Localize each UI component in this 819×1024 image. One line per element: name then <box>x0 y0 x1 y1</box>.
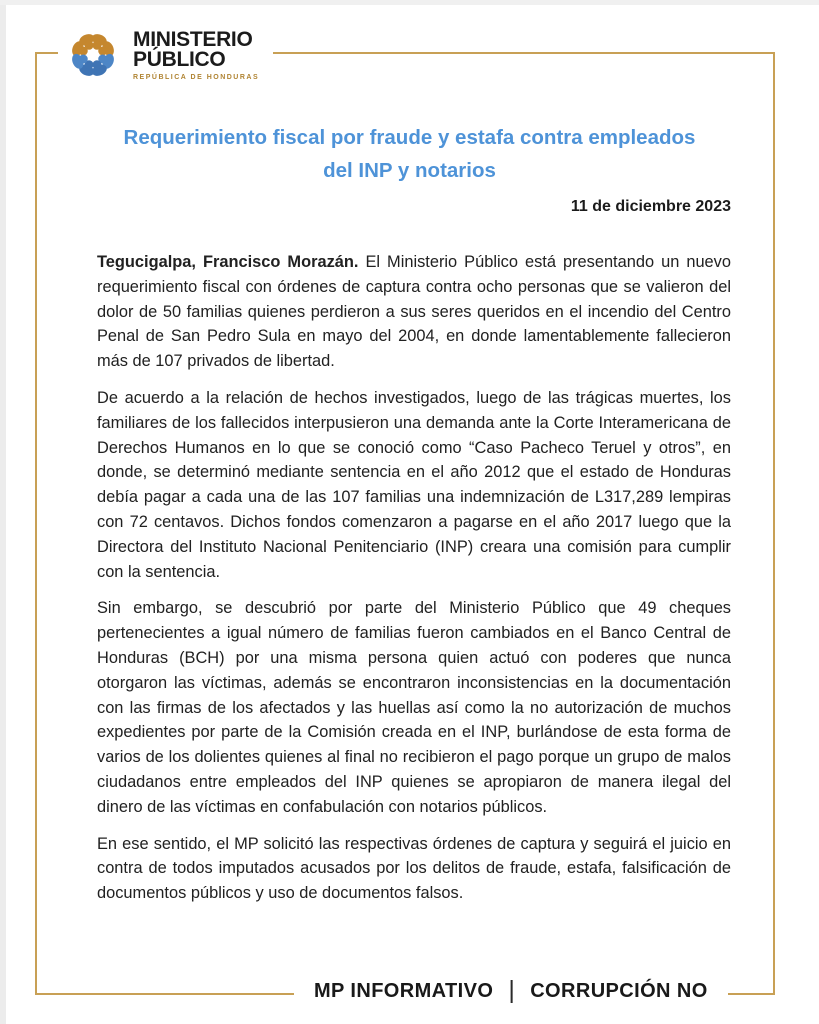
paragraph-2-text: De acuerdo a la relación de hechos investigados, luego de las trágicas muertes, los familiares de los fallecidos interpusieron una demanda ante la Corte Interamericana de Derechos Humanos en lo que se conoció como “Caso Pacheco Teruel y otros”, en donde, se determinó mediante sentencia en el año 2012 que el estado de Honduras debía pagar a cada una de las 107 familias una indemnización de L317,289 lempiras con 72 centavos. Dichos fondos comenzaron a pagarse en el año 2017 luego que la Directora del Instituto Nacional Penitenciario (INP) creara una comisión para cumplir con la sentencia. <box>97 388 731 581</box>
footer-left-label: MP INFORMATIVO <box>314 979 494 1002</box>
paragraph-2 <box>97 386 731 584</box>
footer-right-label: CORRUPCIÓN NO <box>530 979 708 1002</box>
paragraph-4 <box>97 832 731 906</box>
paragraph-3-text: Sin embargo, se descubrió por parte del Ministerio Público que 49 cheques pertenecientes a igual número de familias fueron cambiados en el Banco Central de Honduras (BCH) por una misma persona quien actuó con poderes que nunca otorgaron las víctimas, además se encontraron inconsistencias en la documentación con las firmas de los afectados y las huellas así como la no autorización de muchos expedientes por parte de la Comisión creada en el INP, burlándose de esta forma de varios de los dolientes quienes al final no recibieron el pago porque un grupo de malos ciudadanos entre empleados del INP quienes se apropiaron de manera ilegal del dinero de las víctimas en confabulación con notarios públicos. <box>97 599 731 816</box>
footer-separator: | <box>508 975 516 1004</box>
ministerio-publico-logo-icon <box>62 24 124 86</box>
paragraph-1 <box>97 250 731 374</box>
footer-banner <box>294 974 728 1008</box>
paragraph-4-text: En ese sentido, el MP solicitó las respectivas órdenes de captura y seguirá el juicio en contra de todos imputados acusados por los delitos de fraude, estafa, falsificación de documentos públicos y uso de documentos falsos. <box>97 834 731 903</box>
paragraph-3 <box>97 596 731 819</box>
org-name-line1: MINISTERIO <box>133 27 253 51</box>
org-tagline: REPÚBLICA DE HONDURAS <box>133 73 260 81</box>
org-name-block <box>133 27 260 81</box>
document-body <box>97 250 731 918</box>
paragraph-1-lead: Tegucigalpa, Francisco Morazán. <box>97 253 359 271</box>
document-title-line1: Requerimiento fiscal por fraude y estafa contra empleados <box>123 126 696 149</box>
document-title <box>0 121 819 187</box>
document-date: 11 de diciembre 2023 <box>570 198 731 215</box>
org-name-line2: PÚBLICO <box>133 47 226 71</box>
document-title-line2: del INP y notarios <box>323 159 496 182</box>
header-logo-block <box>58 13 273 97</box>
paragraph-1-text: El Ministerio Público está presentando un nuevo requerimiento fiscal con órdenes de captura contra ocho personas que se valieron del dolor de 50 familias quienes perdieron a sus seres queridos en el incendio del Centro Penal de San Pedro Sula en mayo del 2004, en donde lamentablemente fallecieron más de 107 privados de libertad. <box>97 253 731 371</box>
scan-edge-top <box>0 0 819 5</box>
